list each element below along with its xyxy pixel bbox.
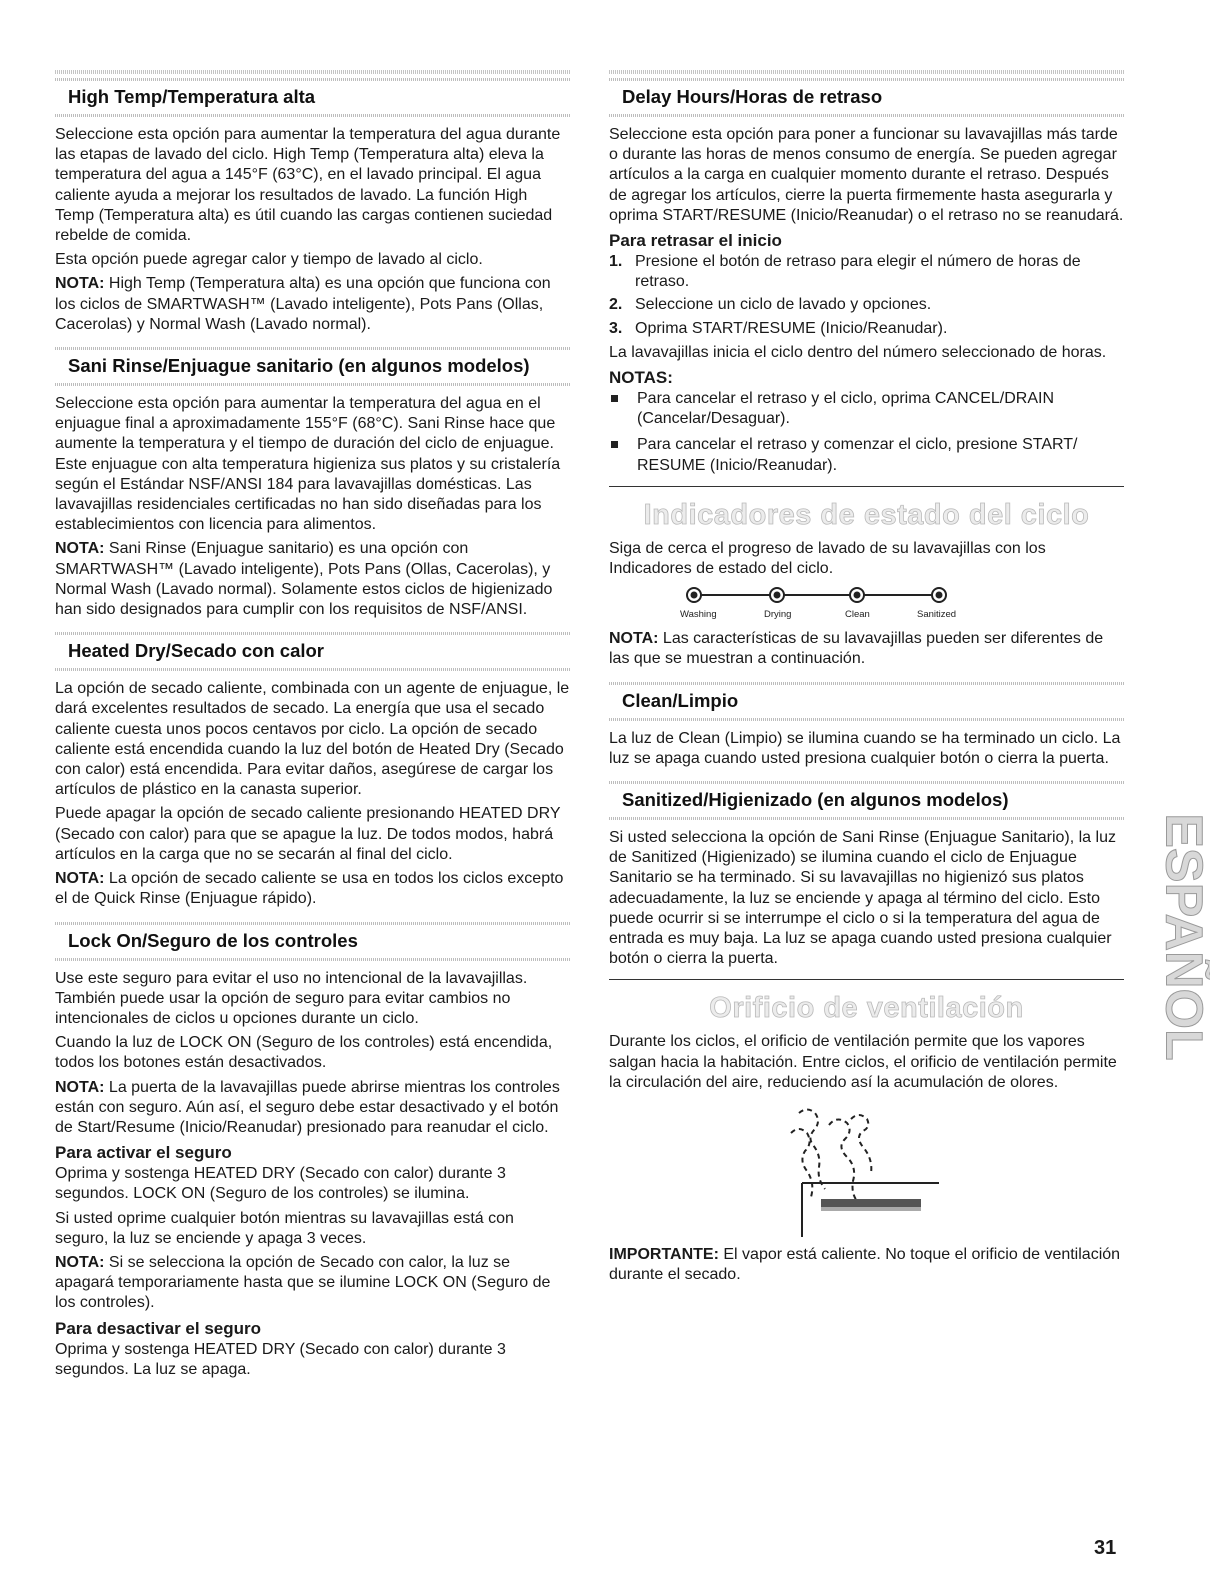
important-label: IMPORTANTE: bbox=[609, 1246, 719, 1264]
heading-cycle-status: Indicadores de estado del ciclo bbox=[643, 498, 1090, 531]
list-item bbox=[609, 295, 1124, 315]
top-divider-left bbox=[55, 70, 570, 74]
heading-vent: Orificio de ventilación bbox=[709, 992, 1024, 1025]
sanitized-paragraph-1: Si usted selecciona la opción de Sani Rinse (Enjuague Sanitario), la luz de Sanitized (Higienizado) se ilumina cuando el ciclo de Enjuague Sanitario se ha terminado. Si su lavavajillas no higienizó sus platos adecuadamente, la luz se enciende y apaga al término del ciclo. Esto puede ocurrir si se interrumpe el ciclo o si la temperatura del agua de entrada es muy baja. La luz se apaga cuando usted presiona cualquier botón o cierra la puerta. bbox=[609, 829, 1116, 968]
note-text: Las características de su lavavajillas pueden ser diferentes de las que se muestran a continuación. bbox=[609, 630, 1104, 668]
vent-illustration bbox=[609, 1097, 1124, 1239]
top-divider-right bbox=[609, 70, 1124, 74]
indicator-label-drying: Drying bbox=[764, 609, 792, 621]
square-bullet-icon bbox=[611, 395, 618, 402]
page-number: 31 bbox=[1094, 1537, 1117, 1559]
left-column bbox=[55, 78, 570, 1384]
heading-heated-dry: Heated Dry/Secado con calor bbox=[68, 640, 325, 662]
section-header-clean bbox=[609, 682, 1124, 721]
status-paragraph-1: Siga de cerca el progreso de lavado de su lavavajillas con los Indicadores de estado del ciclo. bbox=[609, 539, 1046, 578]
note-text: Para cancelar el retraso y el ciclo, oprima CANCEL/DRAIN (Cancelar/Desaguar). bbox=[637, 390, 1055, 428]
sani-rinse-paragraph-1: Seleccione esta opción para aumentar la temperatura del agua en el enjuague final a aproximadamente 155°F (68°C). Sani Rinse hace que aumente la temperatura y el tiempo de duración del ciclo de enjuague. Este enjuague con alta temperatura higieniza sus platos y su cristalería según el Estándar NSF/ANSI 184 para lavavajillas domésticas. Las lavavajillas residenciales certificadas no han sido diseñadas para los establecimientos con licencia para alimentos. bbox=[55, 395, 561, 534]
language-side-tab bbox=[1150, 812, 1210, 1062]
heading-high-temp: High Temp/Temperatura alta bbox=[68, 86, 316, 107]
section-header-sanitized bbox=[609, 781, 1124, 820]
high-temp-note bbox=[55, 274, 570, 335]
note-label: NOTA: bbox=[55, 1078, 105, 1096]
note-label: NOTA: bbox=[55, 540, 105, 558]
heading-notas: NOTAS: bbox=[609, 368, 673, 388]
section-header-lock-on bbox=[55, 922, 570, 961]
list-item bbox=[609, 389, 1124, 429]
high-temp-paragraph-1: Seleccione esta opción para aumentar la temperatura del agua durante las etapas de lavado del ciclo. High Temp (Temperatura alta) eleva la temperatura del agua a 145°F (63°C), en el lavado principal. El agua caliente ayuda a mejorar los resultados de lavado. La función High Temp (Temperatura alta) es útil cuando las cargas contienen suciedad rebelde de comida. bbox=[55, 126, 561, 245]
step-number: 3. bbox=[609, 319, 623, 337]
side-tab-label: ESPAÑOL bbox=[1154, 813, 1210, 1061]
heading-lock-on: Lock On/Seguro de los controles bbox=[68, 929, 358, 951]
note-text: Si se selecciona la opción de Secado con calor, la luz se apagará temporariamente hasta que se ilumine LOCK ON (Seguro de los controles). bbox=[55, 1253, 551, 1312]
delay-notes-list bbox=[609, 389, 1124, 476]
section-header-delay-hours bbox=[609, 78, 1124, 117]
heading-delay-start: Para retrasar el inicio bbox=[609, 231, 782, 251]
right-column bbox=[609, 78, 1124, 1290]
list-item bbox=[609, 435, 1124, 475]
heading-sani-rinse: Sani Rinse/Enjuague sanitario (en algunos modelos) bbox=[68, 355, 530, 377]
high-temp-paragraph-2: Esta opción puede agregar calor y tiempo de lavado al ciclo. bbox=[55, 251, 483, 269]
step-text: Presione el botón de retraso para elegir el número de horas de retraso. bbox=[635, 253, 1081, 291]
important-text: El vapor está caliente. No toque el orificio de ventilación durante el secado. bbox=[609, 1246, 1121, 1284]
lock-on-note bbox=[55, 1078, 570, 1139]
step-number: 1. bbox=[609, 253, 623, 271]
note-label: NOTA: bbox=[55, 275, 105, 293]
steam-vent-icon bbox=[609, 1097, 1124, 1239]
clean-paragraph-1: La luz de Clean (Limpio) se ilumina cuando se ha terminado un ciclo. La luz se apaga cuando usted presiona cualquier botón o cierra la puerta. bbox=[609, 729, 1121, 767]
heading-sanitized: Sanitized/Higienizado (en algunos modelos) bbox=[622, 789, 1009, 811]
activate-lock-paragraph-2: Si usted oprime cualquier botón mientras su lavavajillas está con seguro, la luz se enciende y apaga 3 veces. bbox=[55, 1209, 514, 1247]
indicator-label-clean: Clean bbox=[845, 609, 870, 621]
note-text: Sani Rinse (Enjuague sanitario) es una opción con SMARTWASH™ (Lavado inteligente), Pots Pans (Ollas, Cacerolas), y Normal Wash (Lavado normal). Solamente estos ciclos de higienizado han sido designados para cumplir con los requisitos de NSF/ANSI. bbox=[55, 540, 553, 619]
note-label: NOTA: bbox=[55, 1253, 105, 1271]
deactivate-lock-paragraph-1: Oprima y sostenga HEATED DRY (Secado con calor) durante 3 segundos. La luz se apaga. bbox=[55, 1340, 506, 1378]
square-bullet-icon bbox=[611, 441, 618, 448]
note-text: La puerta de la lavavajillas puede abrirse mientras los controles están con seguro. Aún así, el seguro debe estar desactivado y el botón de Start/Resume (Inicio/Reanudar) presionado para reanudar el ciclo. bbox=[55, 1078, 560, 1136]
heated-dry-note bbox=[55, 869, 570, 909]
heading-clean: Clean/Limpio bbox=[622, 689, 739, 711]
indicator-label-sanitized: Sanitized bbox=[917, 609, 957, 621]
cycle-status-indicators bbox=[609, 583, 1124, 623]
vent-important bbox=[609, 1245, 1124, 1285]
indicator-label-washing: Washing bbox=[680, 609, 717, 621]
lock-on-paragraph-2: Cuando la luz de LOCK ON (Seguro de los controles) está encendida, todos los botones están desactivados. bbox=[55, 1034, 553, 1072]
section-header-high-temp bbox=[55, 78, 570, 117]
heading-delay-hours: Delay Hours/Horas de retraso bbox=[622, 86, 883, 107]
delay-paragraph-1: Seleccione esta opción para poner a funcionar su lavavajillas más tarde o durante las horas de menos consumo de energía. Se pueden agregar artículos a la carga en cualquier momento durante el retraso. Después de agregar los artículos, cierre la puerta firmemente hasta asegurarla y oprima START/RESUME (Inicio/Reanudar) o el retraso no se reanudará. bbox=[609, 126, 1124, 224]
step-text: Seleccione un ciclo de lavado y opciones. bbox=[635, 296, 932, 314]
lock-on-paragraph-1: Use este seguro para evitar el uso no intencional de la lavavajillas. También puede usar la opción de seguro para evitar cambios no intencionales de ciclos u opciones durante un ciclo. bbox=[55, 969, 528, 1027]
section-divider-rule bbox=[609, 486, 1124, 487]
section-divider-rule bbox=[609, 979, 1124, 980]
note-text: Para cancelar el retraso y comenzar el ciclo, presione START/ RESUME (Inicio/Reanudar). bbox=[637, 436, 1078, 474]
vent-paragraph-1: Durante los ciclos, el orificio de ventilación permite que los vapores salgan hacia la habitación. Entre ciclos, el orificio de ventilación permite la circulación del aire, reduciendo así la acumulación de olores. bbox=[609, 1033, 1117, 1091]
sani-rinse-note bbox=[55, 539, 570, 620]
status-note bbox=[609, 629, 1124, 669]
note-text: High Temp (Temperatura alta) es una opción que funciona con los ciclos de SMARTWASH™ (Lavado inteligente), Pots Pans (Ollas, Cacerolas) y Normal Wash (Lavado normal). bbox=[55, 275, 551, 333]
heading-activate-lock: Para activar el seguro bbox=[55, 1143, 232, 1163]
heated-dry-paragraph-1: La opción de secado caliente, combinada con un agente de enjuague, le dará excelentes resultados de secado. La energía que usa el secado caliente cuesta unos pocos centavos por ciclo. La opción de secado caliente está encendida cuando la luz del botón de Heated Dry (Secado con calor) está encendida. Para evitar daños, asegúrese de cargar los artículos de plástico en la canasta superior. bbox=[55, 680, 570, 799]
note-text: La opción de secado caliente se usa en todos los ciclos excepto el de Quick Rinse (Enjuague rápido). bbox=[55, 870, 564, 908]
delay-paragraph-2: La lavavajillas inicia el ciclo dentro del número seleccionado de horas. bbox=[609, 343, 1107, 361]
list-item bbox=[609, 319, 1124, 339]
step-text: Oprima START/RESUME (Inicio/Reanudar). bbox=[635, 319, 948, 337]
note-label: NOTA: bbox=[55, 870, 105, 888]
list-item bbox=[609, 252, 1124, 292]
heading-deactivate-lock: Para desactivar el seguro bbox=[55, 1318, 262, 1338]
activate-lock-paragraph-1: Oprima y sostenga HEATED DRY (Secado con calor) durante 3 segundos. LOCK ON (Seguro de los controles) se ilumina. bbox=[55, 1165, 506, 1203]
section-header-heated-dry bbox=[55, 632, 570, 671]
delay-steps-list bbox=[609, 252, 1124, 339]
step-number: 2. bbox=[609, 296, 623, 314]
heated-dry-paragraph-2: Puede apagar la opción de secado caliente presionando HEATED DRY (Secado con calor) para que se apague la luz. De todos modos, habrá artículos en la carga que no se secarán al final del ciclo. bbox=[55, 805, 561, 863]
note-label: NOTA: bbox=[609, 630, 659, 648]
espanol-tab-graphic bbox=[1150, 812, 1210, 1062]
section-header-sani-rinse bbox=[55, 347, 570, 386]
activate-lock-note bbox=[55, 1253, 570, 1314]
